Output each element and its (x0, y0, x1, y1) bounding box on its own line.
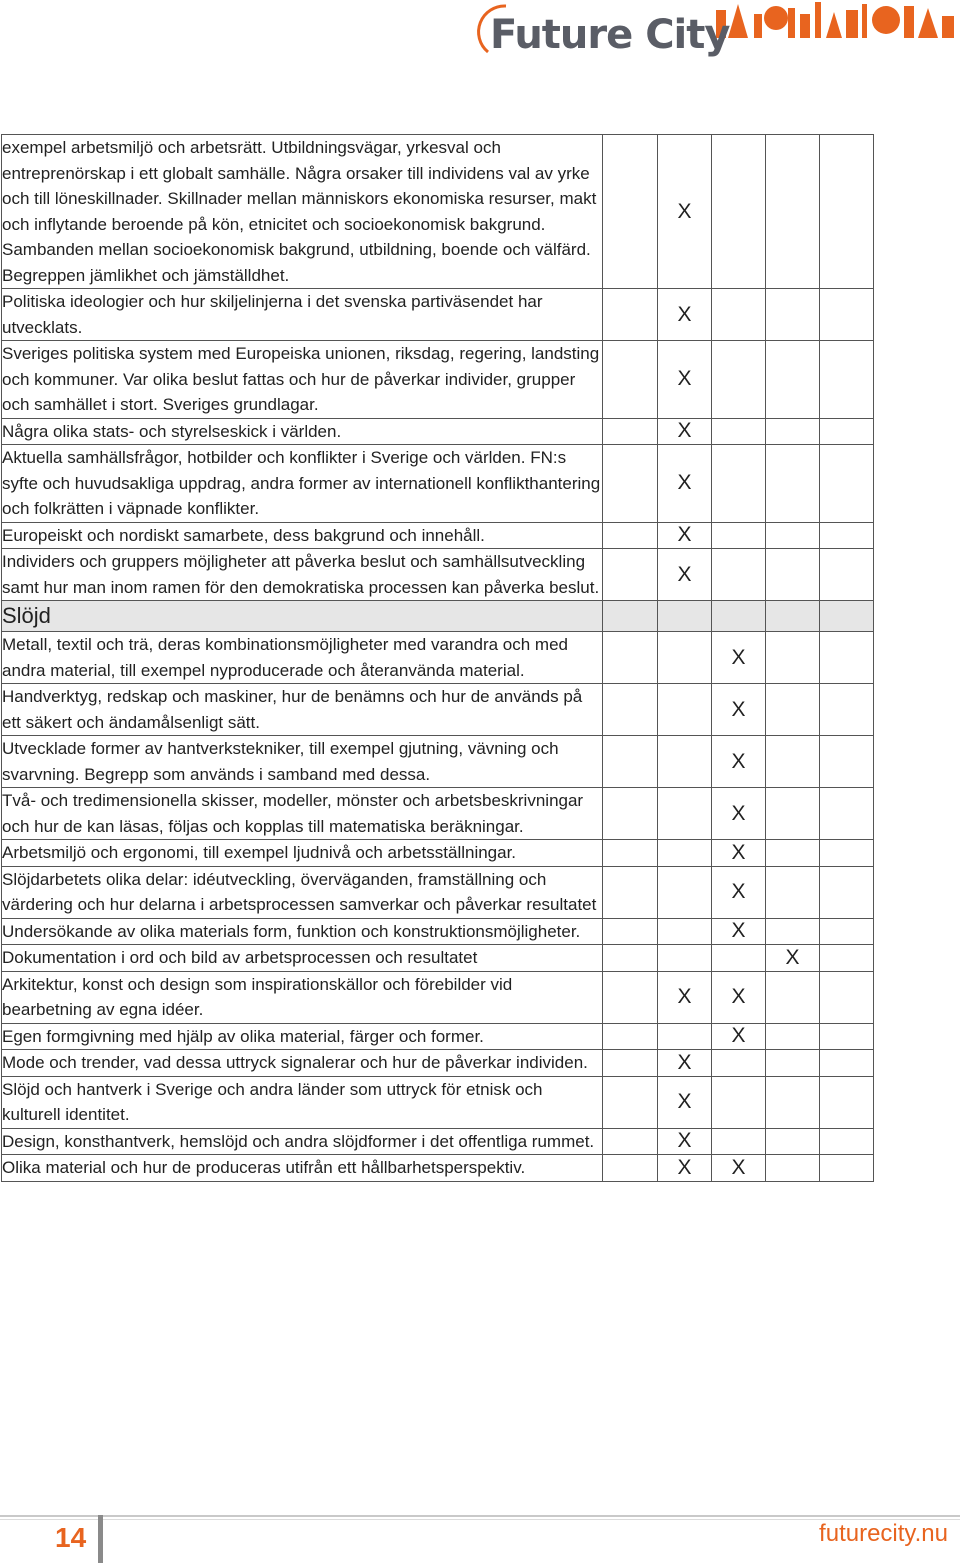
mark-cell-col-5 (820, 632, 874, 684)
mark-cell-col-3: X (712, 918, 766, 945)
table-row (2, 971, 874, 1023)
mark-cell-col-1 (603, 918, 658, 945)
mark-cell-col-5 (820, 866, 874, 918)
mark-cell-col-1 (603, 736, 658, 788)
mark-cell-col-2 (658, 788, 712, 840)
table-row (2, 445, 874, 523)
mark-cell-col-5 (820, 918, 874, 945)
mark-cell-col-3 (712, 1128, 766, 1155)
mark-cell-col-3: X (712, 1023, 766, 1050)
curriculum-table (1, 134, 874, 1182)
mark-cell-col-1 (603, 971, 658, 1023)
mark-cell-col-1 (603, 1023, 658, 1050)
section-title: Slöjd (2, 601, 603, 632)
row-description: Utvecklade former av hantverkstekniker, till exempel gjutning, vävning och svarvning. Begrepp som används i samband med dessa. (2, 736, 603, 788)
mark-cell-col-4 (766, 549, 820, 601)
mark-cell-col-4 (766, 341, 820, 419)
mark-cell-col-4 (766, 866, 820, 918)
mark-cell-col-5 (820, 684, 874, 736)
mark-cell-col-1 (603, 418, 658, 445)
table-row (2, 918, 874, 945)
website-link[interactable]: futurecity.nu (819, 1520, 948, 1547)
mark-cell-col-5 (820, 445, 874, 523)
table-row (2, 1050, 874, 1077)
mark-cell-col-1 (603, 549, 658, 601)
row-description: Slöjd och hantverk i Sverige och andra länder som uttryck för etnisk och kulturell identitet. (2, 1076, 603, 1128)
mark-cell-col-5 (820, 601, 874, 632)
table-row (2, 945, 874, 972)
mark-cell-col-4 (766, 1128, 820, 1155)
mark-cell-col-4 (766, 1023, 820, 1050)
mark-cell-col-1 (603, 445, 658, 523)
row-description: Några olika stats- och styrelseskick i världen. (2, 418, 603, 445)
row-description: Politiska ideologier och hur skiljelinjerna i det svenska partiväsendet har utvecklats. (2, 289, 603, 341)
table-row (2, 1023, 874, 1050)
mark-cell-col-5 (820, 971, 874, 1023)
mark-cell-col-2: X (658, 289, 712, 341)
mark-cell-col-4 (766, 418, 820, 445)
mark-cell-col-4 (766, 601, 820, 632)
table-row (2, 632, 874, 684)
mark-cell-col-2 (658, 684, 712, 736)
mark-cell-col-3 (712, 341, 766, 419)
table-row (2, 866, 874, 918)
mark-cell-col-2: X (658, 445, 712, 523)
mark-cell-col-4 (766, 918, 820, 945)
row-description: Design, konsthantverk, hemslöjd och andra slöjdformer i det offentliga rummet. (2, 1128, 603, 1155)
mark-cell-col-2: X (658, 1155, 712, 1182)
mark-cell-col-4: X (766, 945, 820, 972)
row-description: Europeiskt och nordiskt samarbete, dess bakgrund och innehåll. (2, 522, 603, 549)
mark-cell-col-5 (820, 522, 874, 549)
mark-cell-col-5 (820, 945, 874, 972)
mark-cell-col-1 (603, 684, 658, 736)
mark-cell-col-4 (766, 289, 820, 341)
row-description: Sveriges politiska system med Europeiska unionen, riksdag, regering, landsting och kommuner. Var olika beslut fattas och hur de påverkar individer, grupper och samhället i stort. Sveriges grundlagar. (2, 341, 603, 419)
mark-cell-col-2 (658, 945, 712, 972)
mark-cell-col-4 (766, 1076, 820, 1128)
mark-cell-col-4 (766, 736, 820, 788)
mark-cell-col-2 (658, 601, 712, 632)
table-row (2, 1128, 874, 1155)
mark-cell-col-4 (766, 788, 820, 840)
mark-cell-col-4 (766, 840, 820, 867)
row-description: Arbetsmiljö och ergonomi, till exempel ljudnivå och arbetsställningar. (2, 840, 603, 867)
mark-cell-col-2: X (658, 971, 712, 1023)
mark-cell-col-3: X (712, 736, 766, 788)
mark-cell-col-2: X (658, 549, 712, 601)
mark-cell-col-5 (820, 1155, 874, 1182)
mark-cell-col-2 (658, 1023, 712, 1050)
row-description: Metall, textil och trä, deras kombinationsmöjligheter med varandra och med andra material, till exempel nyproducerade och återanvända material. (2, 632, 603, 684)
mark-cell-col-3 (712, 601, 766, 632)
row-description: Undersökande av olika materials form, funktion och konstruktionsmöjligheter. (2, 918, 603, 945)
table-row (2, 840, 874, 867)
mark-cell-col-1 (603, 788, 658, 840)
mark-cell-col-4 (766, 632, 820, 684)
mark-cell-col-3 (712, 445, 766, 523)
row-description: Egen formgivning med hjälp av olika material, färger och former. (2, 1023, 603, 1050)
mark-cell-col-5 (820, 418, 874, 445)
page-number: 14 (55, 1522, 87, 1553)
table-row (2, 1076, 874, 1128)
mark-cell-col-3 (712, 1076, 766, 1128)
footer-divider-secondary (0, 1519, 960, 1520)
mark-cell-col-3: X (712, 866, 766, 918)
row-description: Dokumentation i ord och bild av arbetsprocessen och resultatet (2, 945, 603, 972)
mark-cell-col-2: X (658, 1128, 712, 1155)
mark-cell-col-2: X (658, 341, 712, 419)
footer-divider (0, 1515, 960, 1517)
row-description: Olika material och hur de produceras utifrån ett hållbarhetsperspektiv. (2, 1155, 603, 1182)
table-row (2, 684, 874, 736)
row-description: Individers och gruppers möjligheter att påverka beslut och samhällsutveckling samt hur man inom ramen för den demokratiska processen kan påverka beslut. (2, 549, 603, 601)
future-city-logo (466, 0, 960, 62)
row-description: Slöjdarbetets olika delar: idéutveckling, överväganden, framställning och värdering och hur delarna i arbetsprocessen samverkar och påverkar resultatet (2, 866, 603, 918)
mark-cell-col-1 (603, 341, 658, 419)
mark-cell-col-5 (820, 840, 874, 867)
row-description: Två- och tredimensionella skisser, modeller, mönster och arbetsbeskrivningar och hur de kan läsas, följas och kopplas till matematiska beräkningar. (2, 788, 603, 840)
mark-cell-col-2: X (658, 135, 712, 289)
mark-cell-col-5 (820, 1050, 874, 1077)
row-description: Mode och trender, vad dessa uttryck signalerar och hur de påverkar individen. (2, 1050, 603, 1077)
mark-cell-col-4 (766, 445, 820, 523)
mark-cell-col-1 (603, 840, 658, 867)
mark-cell-col-3: X (712, 1155, 766, 1182)
mark-cell-col-5 (820, 341, 874, 419)
section-header-row (2, 601, 874, 632)
mark-cell-col-5 (820, 1023, 874, 1050)
mark-cell-col-1 (603, 522, 658, 549)
mark-cell-col-1 (603, 866, 658, 918)
mark-cell-col-2: X (658, 1076, 712, 1128)
mark-cell-col-2 (658, 632, 712, 684)
mark-cell-col-1 (603, 945, 658, 972)
mark-cell-col-2 (658, 866, 712, 918)
table-row (2, 289, 874, 341)
mark-cell-col-3 (712, 549, 766, 601)
mark-cell-col-4 (766, 522, 820, 549)
table-row (2, 549, 874, 601)
mark-cell-col-3: X (712, 788, 766, 840)
row-description: Arkitektur, konst och design som inspirationskällor och förebilder vid bearbetning av egna idéer. (2, 971, 603, 1023)
row-description: Handverktyg, redskap och maskiner, hur de benämns och hur de används på ett säkert och ändamålsenligt sätt. (2, 684, 603, 736)
mark-cell-col-5 (820, 135, 874, 289)
mark-cell-col-5 (820, 736, 874, 788)
row-description: exempel arbetsmiljö och arbetsrätt. Utbildningsvägar, yrkesval och entreprenörskap i ett globalt samhälle. Några orsaker till individens val av yrke och till löneskillnader. Skillnader mellan människors ekonomiska resurser, makt och inflytande beroende på kön, etnicitet och socioekonomisk bakgrund. Sambanden mellan socioekonomisk bakgrund, utbildning, boende och välfärd. Begreppen jämlikhet och jämställdhet. (2, 135, 603, 289)
mark-cell-col-5 (820, 549, 874, 601)
mark-cell-col-1 (603, 1128, 658, 1155)
footer-separator-bar (98, 1515, 103, 1563)
table-row (2, 135, 874, 289)
mark-cell-col-4 (766, 684, 820, 736)
mark-cell-col-4 (766, 1155, 820, 1182)
mark-cell-col-3 (712, 135, 766, 289)
table-row (2, 418, 874, 445)
mark-cell-col-5 (820, 1076, 874, 1128)
mark-cell-col-1 (603, 1076, 658, 1128)
table-row (2, 788, 874, 840)
mark-cell-col-4 (766, 1050, 820, 1077)
logo-wordmark: Future City (490, 12, 730, 58)
mark-cell-col-2 (658, 918, 712, 945)
mark-cell-col-3 (712, 1050, 766, 1077)
mark-cell-col-4 (766, 971, 820, 1023)
mark-cell-col-3: X (712, 840, 766, 867)
mark-cell-col-3 (712, 945, 766, 972)
mark-cell-col-3: X (712, 971, 766, 1023)
mark-cell-col-3: X (712, 684, 766, 736)
mark-cell-col-2 (658, 840, 712, 867)
mark-cell-col-2: X (658, 522, 712, 549)
table-row (2, 1155, 874, 1182)
table-row (2, 522, 874, 549)
mark-cell-col-3 (712, 418, 766, 445)
mark-cell-col-1 (603, 632, 658, 684)
mark-cell-col-3: X (712, 632, 766, 684)
mark-cell-col-2: X (658, 418, 712, 445)
mark-cell-col-3 (712, 289, 766, 341)
mark-cell-col-1 (603, 1050, 658, 1077)
table-row (2, 736, 874, 788)
mark-cell-col-5 (820, 289, 874, 341)
mark-cell-col-1 (603, 1155, 658, 1182)
mark-cell-col-4 (766, 135, 820, 289)
mark-cell-col-2 (658, 736, 712, 788)
mark-cell-col-5 (820, 1128, 874, 1155)
table-row (2, 341, 874, 419)
mark-cell-col-5 (820, 788, 874, 840)
mark-cell-col-1 (603, 601, 658, 632)
row-description: Aktuella samhällsfrågor, hotbilder och konflikter i Sverige och världen. FN:s syfte och huvudsakliga uppdrag, andra former av internationell konflikthantering och folkrätten i väpnade konflikter. (2, 445, 603, 523)
mark-cell-col-1 (603, 289, 658, 341)
mark-cell-col-2: X (658, 1050, 712, 1077)
mark-cell-col-1 (603, 135, 658, 289)
mark-cell-col-3 (712, 522, 766, 549)
